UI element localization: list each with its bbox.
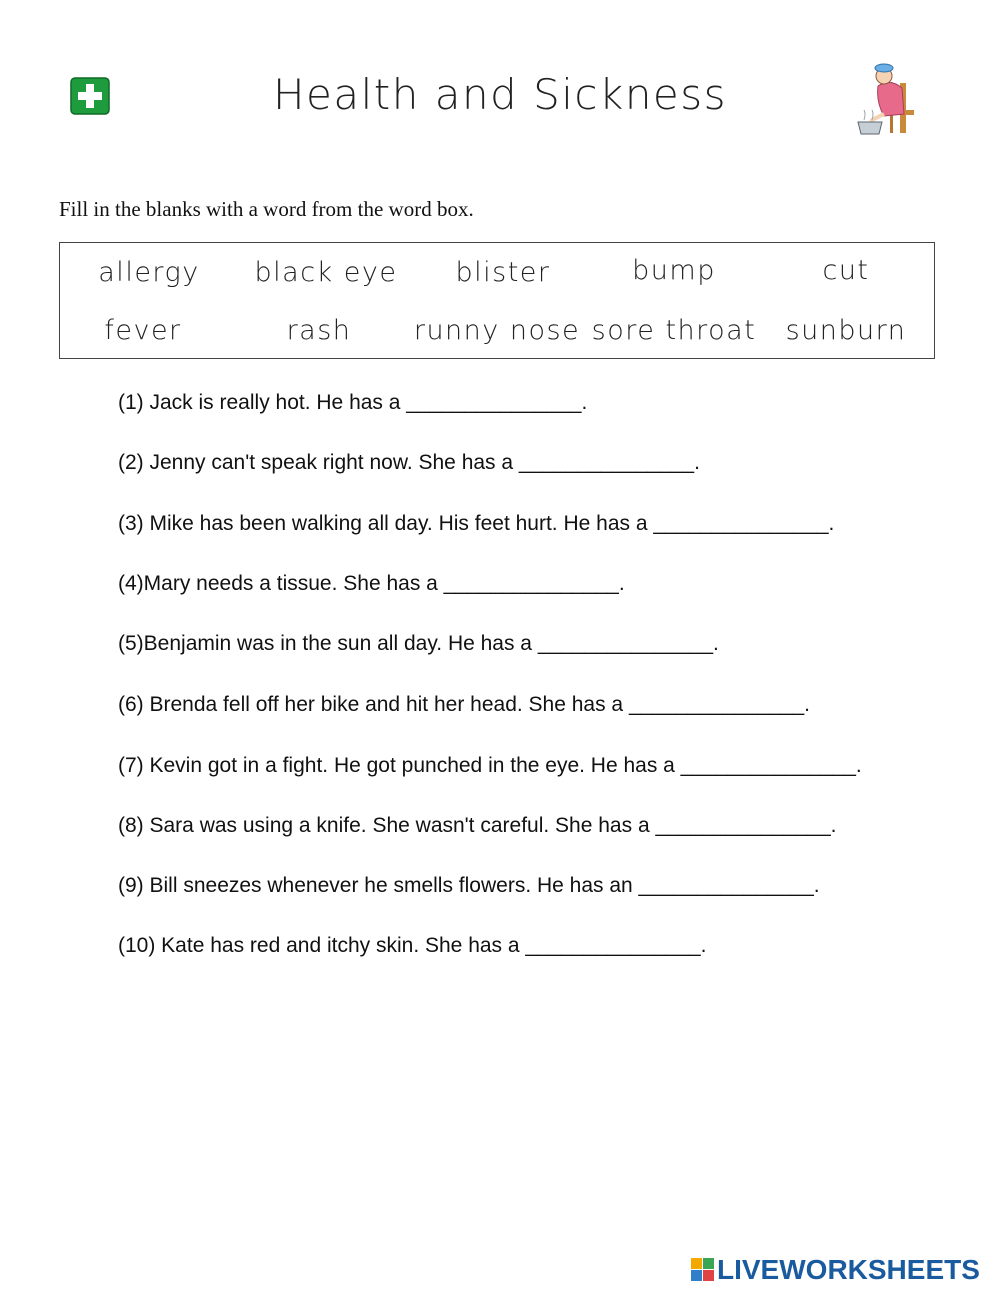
word-box-item: allergy: [98, 257, 200, 288]
liveworksheets-logo-icon: [691, 1258, 715, 1282]
question-6: (6) Brenda fell off her bike and hit her head. She has a _______________.: [118, 693, 810, 716]
liveworksheets-wordmark: LIVEWORKSHEETS: [717, 1254, 980, 1285]
word-box-item: fever: [104, 315, 182, 346]
question-10: (10) Kate has red and itchy skin. She has a _______________.: [118, 934, 707, 957]
worksheet-header: [0, 0, 1000, 150]
word-box-item: runny nose: [413, 315, 581, 346]
question-5: (5)Benjamin was in the sun all day. He has a _______________.: [118, 632, 719, 655]
word-box-item: rash: [286, 315, 352, 346]
question-9: (9) Bill sneezes whenever he smells flowers. He has an _______________.: [118, 874, 820, 897]
sick-person-illustration: [850, 58, 928, 136]
word-box-item: sore throat: [591, 315, 757, 346]
liveworksheets-brand: [691, 1254, 989, 1286]
question-3: (3) Mike has been walking all day. His feet hurt. He has a _______________.: [118, 512, 835, 535]
page-title: Health and Sickness: [272, 70, 728, 119]
word-box: [59, 242, 935, 359]
instructions-text: Fill in the blanks with a word from the word box.: [59, 197, 474, 221]
word-box-item: cut: [822, 255, 870, 286]
word-box-item: black eye: [254, 257, 398, 288]
question-4: (4)Mary needs a tissue. She has a _______________.: [118, 572, 625, 595]
word-box-item: sunburn: [785, 315, 907, 346]
word-box-item: blister: [455, 257, 551, 288]
question-7: (7) Kevin got in a fight. He got punched in the eye. He has a _______________.: [118, 754, 862, 777]
question-8: (8) Sara was using a knife. She wasn't careful. She has a _______________.: [118, 814, 837, 837]
question-2: (2) Jenny can't speak right now. She has a _______________.: [118, 451, 700, 474]
word-box-item: bump: [632, 255, 716, 286]
question-1: (1) Jack is really hot. He has a _______________.: [118, 391, 588, 414]
